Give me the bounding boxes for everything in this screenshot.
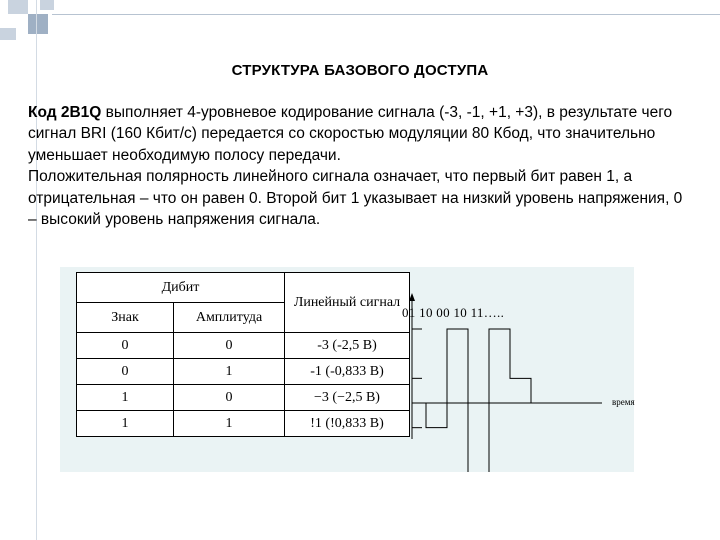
cell-sign: 0 — [77, 359, 174, 385]
decor-square — [0, 28, 16, 40]
slide-title: СТРУКТУРА БАЗОВОГО ДОСТУПА — [231, 62, 489, 79]
cell-amplitude: 1 — [174, 411, 285, 437]
bit-sequence-label: 01 10 00 10 11….. — [402, 305, 505, 320]
slide-body — [28, 102, 688, 230]
cell-sign: 1 — [77, 411, 174, 437]
paragraph-1-text: выполняет 4-уровневое кодирование сигнала (-3, -1, +1, +3), в результате чего сигнал BRI (160 Кбит/с) передается со скоростью модуляции 80 Кбод, что значительно уменьшает необходимую полосу передачи. — [28, 104, 673, 164]
y-axis-arrow — [409, 293, 415, 301]
cell-signal: -3 (-2,5 В) — [285, 333, 410, 359]
cell-signal: −3 (−2,5 В) — [285, 385, 410, 411]
paragraph-1-bold: Код 2B1Q — [28, 104, 102, 121]
decor-square — [40, 0, 54, 10]
paragraph-2-text: Положительная полярность линейного сигнала означает, что первый бит равен 1, а отрицательная – что он равен 0. Второй бит 1 указывает на низкий уровень напряжения, 0 – высокий уровень напряжения сигнала. — [28, 168, 683, 229]
decor-square — [28, 14, 48, 34]
header-line-signal: Линейный сигнал — [285, 273, 410, 333]
header-amplitude: Амплитуда — [174, 303, 285, 333]
decor-line — [52, 14, 720, 15]
paragraph-2 — [28, 166, 688, 230]
header-sign: Знак — [77, 303, 174, 333]
cell-signal: -1 (-0,833 В) — [285, 359, 410, 385]
cell-sign: 0 — [77, 333, 174, 359]
signal-line — [426, 329, 531, 472]
signal-waveform — [60, 267, 634, 472]
cell-amplitude: 0 — [174, 333, 285, 359]
coding-figure — [60, 267, 634, 472]
time-axis-label: время — [612, 397, 635, 407]
decor-square — [8, 0, 28, 14]
cell-signal: !1 (!0,833 В) — [285, 411, 410, 437]
paragraph-1 — [28, 102, 688, 166]
header-dibit: Дибит — [77, 273, 285, 303]
cell-amplitude: 1 — [174, 359, 285, 385]
decor-line — [36, 0, 37, 540]
cell-sign: 1 — [77, 385, 174, 411]
cell-amplitude: 0 — [174, 385, 285, 411]
